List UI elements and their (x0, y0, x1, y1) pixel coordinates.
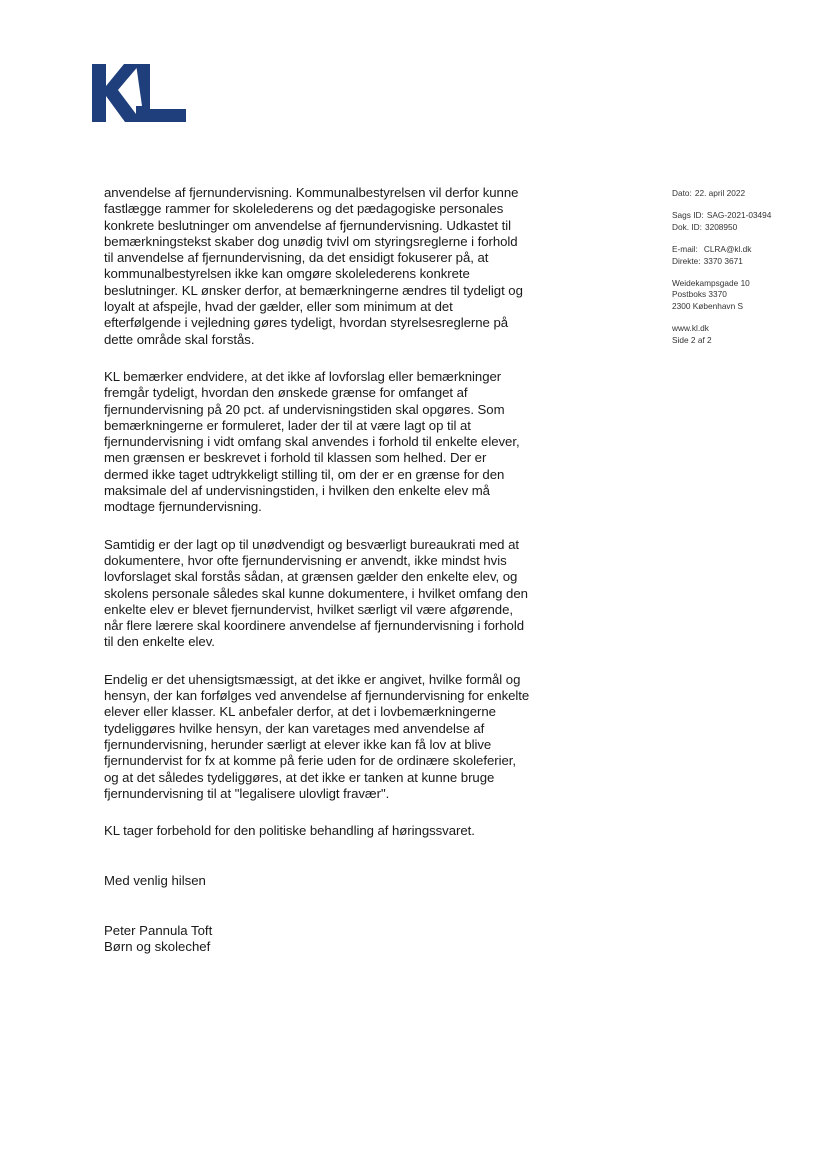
email-label: E-mail: (672, 244, 698, 255)
date-row (672, 188, 822, 199)
closing-greeting: Med venlig hilsen (104, 873, 206, 888)
direct-label: Direkte: (672, 255, 701, 266)
doc-id-row (672, 222, 822, 233)
sidebar-metadata (672, 188, 822, 357)
case-id-value: SAG-2021-03494 (706, 210, 772, 221)
letter-body (104, 185, 564, 839)
address-group (672, 278, 822, 312)
body-paragraph-5: KL tager forbehold for den politiske behandling af høringssvaret. (104, 823, 475, 839)
kl-logo-mark (92, 64, 188, 122)
date-value: 22. april 2022 (694, 188, 746, 198)
date-group (672, 188, 822, 199)
signer-name: Peter Pannula Toft (104, 923, 213, 938)
direct-phone-row (672, 256, 822, 267)
date-label: Dato: (672, 188, 692, 198)
email-value[interactable]: CLRA@kl.dk (703, 244, 752, 255)
case-id-label: Sags ID: (672, 210, 704, 221)
body-paragraph-3: Samtidig er der lagt op til unødvendigt og besværligt bureaukrati med at dokumentere, hvor ofte fjernundervisning er anvendt, ikke mindst hvis lovforslaget skal forstås sådan, at grænsen gælder den enkelte elev, og skolens personale således skal kunne dokumentere, i hvilket omfang den enkelte elev er blevet fjernundervist, hvilket særligt vil være afgørende, når flere lærere skal koordinere anvendelse af fjernundervisning i forhold til den enkelte elev. (104, 536, 528, 650)
ids-group (672, 210, 822, 233)
signer-title: Børn og skolechef (104, 939, 211, 955)
body-paragraph-1: anvendelse af fjernundervisning. Kommunalbestyrelsen vil derfor kunne fastlægge rammer for skolelederens og det pædagogiske personales konkrete beslutninger om anvendelse af fjernundervisning. Udkastet til bemærkningstekst skaber dog unødig tvivl om styringsreglerne i forhold til anvendelse af fjernundervisning, da det ensidigt fokuserer på, at kommunalbestyrelsen ikke kan omgøre skolelederens konkrete beslutninger. KL ønsker derfor, at bemærkningerne ændres til tydeligt og loyalt at afspejle, hvad der gælder, eller som minimum at det efterfølgende i vejledning gøres tydeligt, hvordan styrelsesreglerne på dette område skal forstås. (104, 185, 523, 347)
body-paragraph-2: KL bemærker endvidere, at det ikke af lovforslag eller bemærkninger fremgår tydeligt, hvordan den ønskede grænse for omfanget af fjernundervisning på 20 pct. af undervisningstiden skal opgøres. Som bemærkningerne er formuleret, lader der til at være lagt op til at fjernundervisning i vidt omfang skal anvendes i forhold til enkelte elever, men grænsen er beskrevet i forhold til klassen som helhed. Der er dermed ikke taget udtrykkeligt stilling til, om der er en grænse for den maksimale del af undervisningstiden, i hvilken den enkelte elev må modtage fjernundervisning. (104, 368, 520, 515)
doc-id-value: 3208950 (704, 221, 738, 232)
address-line-2: Postboks 3370 (672, 289, 727, 300)
doc-id-label: Dok. ID: (672, 221, 702, 232)
address-line-3: 2300 København S (672, 300, 744, 311)
contact-group (672, 244, 822, 267)
body-paragraph-4: Endelig er det uhensigtsmæssigt, at det ikke er angivet, hvilke formål og hensyn, der kan forfølges ved anvendelse af fjernundervisning for enkelte elever eller klasser. KL anbefaler derfor, at det i lovbemærkningerne tydeliggøres hvilke hensyn, der kan varetages med anvendelse af fjernundervisning, herunder særligt at elever ikke kan få lov at blive fjernundervist for fx at komme på ferie uden for de ordinære skoleferier, og at det således tydeliggøres, at det ikke er tanken at kunne bruge fjernundervisning til at "legalisere ulovligt fravær". (104, 671, 530, 801)
page-indicator: Side 2 af 2 (672, 334, 712, 345)
email-row (672, 244, 822, 255)
signature-block (104, 923, 212, 956)
kl-logo (92, 64, 188, 122)
website-link[interactable]: www.kl.dk (672, 323, 709, 334)
address-line-1: Weidekampsgade 10 (672, 278, 750, 289)
web-page-group (672, 323, 822, 346)
direct-value: 3370 3671 (703, 255, 743, 266)
case-id-row (672, 210, 822, 221)
